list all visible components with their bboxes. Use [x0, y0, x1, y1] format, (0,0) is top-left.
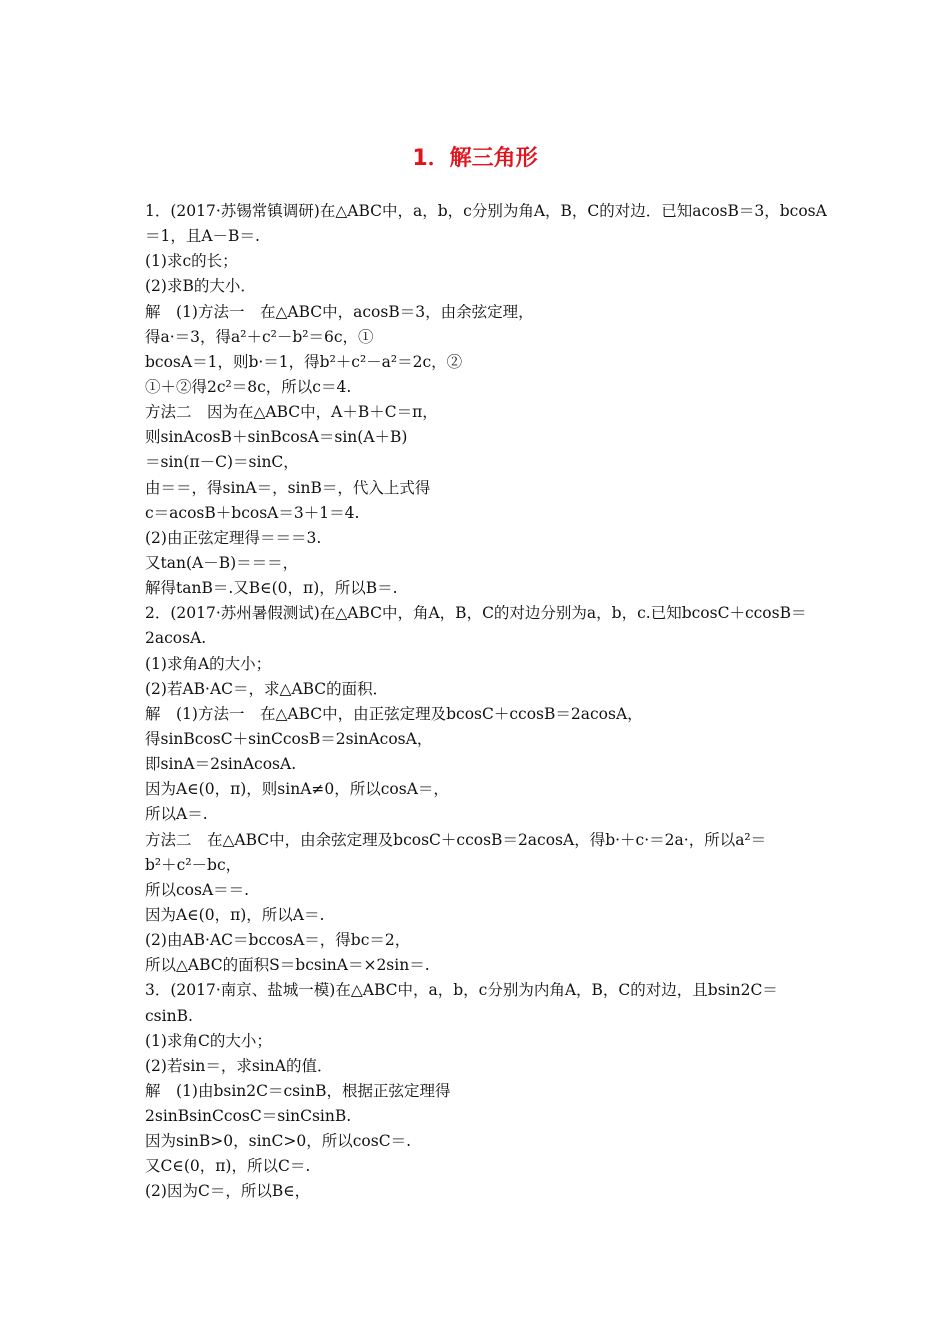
solution-line: c＝acosB＋bcosA＝3＋1＝4. [145, 503, 360, 522]
solution-line: b²＋c²－bc， [145, 855, 242, 874]
solution-line: 所以A＝. [145, 805, 208, 824]
page-title: 1．解三角形 [412, 146, 538, 171]
solution-line: 得sinBcosC＋sinCcosB＝2sinAcosA， [145, 729, 433, 748]
problem-1-question-2: (2)求B的大小． [145, 277, 256, 296]
problem-3-statement-cont: csinB. [145, 1006, 193, 1025]
solution-line: ①＋②得2c²＝8c，所以c＝4. [145, 377, 352, 396]
solution-line: 2sinBsinCcosC＝sinCsinB. [145, 1107, 352, 1126]
problem-3-question-1: (1)求角C的大小； [145, 1031, 272, 1050]
solution-line: 所以△ABC的面积S＝bcsinA＝×2sin＝. [145, 956, 430, 975]
solution-line: 解 (1)方法一 在△ABC中，acosB＝3，由余弦定理， [145, 302, 534, 321]
problem-1-statement-cont: ＝1，且A－B＝. [145, 227, 260, 246]
problem-2-statement: 2．(2017·苏州暑假测试)在△ABC中，角A，B，C的对边分别为a，b，c.已知bcosC＋ccosB＝ [145, 604, 807, 623]
solution-line: 由＝＝，得sinA＝，sinB＝，代入上式得 [145, 478, 431, 497]
solution-line: 则sinAcosB＋sinBcosA＝sin(A＋B) [145, 428, 408, 447]
solution-line: (2)由正弦定理得＝＝＝3. [145, 528, 322, 547]
solution-line: 即sinA＝2sinAcosA. [145, 755, 297, 774]
solution-line: 因为A∈(0，π)，所以A＝. [145, 905, 325, 924]
document-body [145, 199, 827, 1205]
problem-3-question-2: (2)若sin＝，求sinA的值． [145, 1056, 333, 1075]
solution-line: 所以cosA＝＝. [145, 880, 250, 899]
problem-1-statement: 1．(2017·苏锡常镇调研)在△ABC中，a，b，c分别为角A，B，C的对边．已知acosB＝3，bcosA [145, 202, 827, 220]
solution-line: 因为sinB>0，sinC>0，所以cosC＝. [145, 1132, 411, 1151]
solution-line: 又C∈(0，π)，所以C＝. [145, 1157, 311, 1176]
solution-line: (2)由AB·AC＝bccosA＝，得bc＝2， [145, 931, 411, 950]
solution-line: 方法二 因为在△ABC中，A＋B＋C＝π， [145, 403, 438, 422]
solution-line: 解得tanB＝.又B∈(0，π)，所以B＝. [145, 579, 398, 598]
solution-line: 因为A∈(0，π)，则sinA≠0，所以cosA＝， [145, 780, 449, 799]
solution-line: 解 (1)由bsin2C＝csinB，根据正弦定理得 [145, 1081, 451, 1100]
solution-line: (2)因为C＝，所以B∈， [145, 1182, 311, 1201]
problem-2-statement-cont: 2acosA. [145, 629, 207, 648]
problem-3-statement: 3．(2017·南京、盐城一模)在△ABC中，a，b，c分别为内角A，B，C的对边，且bsin2C＝ [145, 981, 778, 1000]
solution-line: 又tan(A－B)＝＝＝， [145, 553, 299, 572]
solution-line: 得a·＝3，得a²＋c²－b²＝6c，① [145, 327, 374, 346]
solution-line: bcosA＝1，则b·＝1，得b²＋c²－a²＝2c，② [145, 352, 463, 371]
problem-1-question-1: (1)求c的长； [145, 252, 238, 271]
solution-line: 方法二 在△ABC中，由余弦定理及bcosC＋ccosB＝2acosA，得b·＋c·＝2a·，所以a²＝ [145, 830, 767, 849]
solution-line: 解 (1)方法一 在△ABC中，由正弦定理及bcosC＋ccosB＝2acosA， [145, 704, 643, 723]
problem-2-question-2: (2)若AB·AC＝，求△ABC的面积． [145, 679, 389, 698]
problem-2-question-1: (1)求角A的大小； [145, 654, 272, 673]
solution-line: ＝sin(π－C)＝sinC， [145, 453, 299, 472]
